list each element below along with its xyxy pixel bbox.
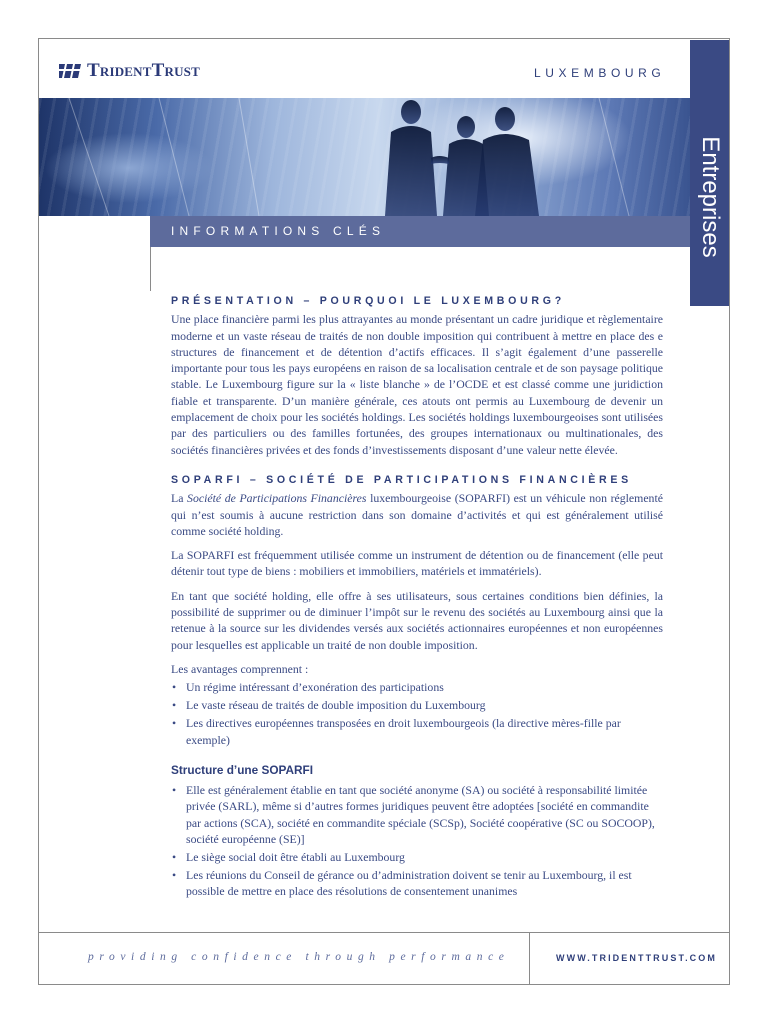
advantages-intro: Les avantages comprennent : [171, 661, 309, 676]
footer-separator [529, 932, 530, 985]
footer-website-link[interactable]: WWW.TRIDENTTRUST.COM [556, 953, 717, 963]
soparfi-paragraph-3: En tant que société holding, elle offre à ses utilisateurs, sous certaines conditions bien définies, la possibilité de supprimer ou de diminuer l’impôt sur le revenu des sociétés au Luxembourg ainsi que la retenue à la source sur les dividendes versés aux sociétés actionnaires européennes et non européennes pour lesquelles est applicable un traité de non double imposition. [171, 588, 663, 652]
logo [59, 60, 200, 82]
soparfi-p1-prefix: La [171, 491, 188, 506]
list-item: • Le siège social doit être établi au Luxembourg [171, 849, 663, 865]
advantages-list [171, 679, 663, 748]
divider-vertical [150, 247, 151, 291]
section-title: INFORMATIONS CLÉS [171, 224, 386, 238]
section-title-bar [150, 216, 690, 247]
structure-list [171, 782, 663, 899]
soparfi-p1-italic: Société de Participations Financières [187, 491, 367, 506]
country-label: LUXEMBOURG [534, 66, 666, 80]
main-content [171, 293, 663, 901]
logo-text: TridentTrust [87, 60, 200, 81]
list-item: • Les réunions du Conseil de gérance ou d’administration doivent se tenir au Luxembourg, il est possible de mettre en place des résolutions de consentement unanimes [171, 867, 663, 900]
soparfi-heading: SOPARFI – SOCIÉTÉ DE PARTICIPATIONS FINANCIÈRES [171, 473, 632, 486]
list-item: • Elle est généralement établie en tant que société anonyme (SA) ou société à responsabilité limitée privée (SARL), même si d’autres formes juridiques peuvent être adoptées [société en commandite par actions (SCA), société en commandite spéciale (SCSp), Société coopérative (SC ou SOCOOP), société européenne (SE)] [171, 782, 663, 847]
footer-divider [39, 932, 729, 933]
list-item: • Les directives européennes transposées en droit luxembourgeois (la directive mères-fille par exemple) [171, 715, 663, 748]
business-people-silhouette [39, 98, 690, 216]
footer-tagline: providing confidence through performance [88, 951, 510, 963]
banner-photo [39, 98, 690, 216]
soparfi-paragraph-1 [171, 490, 663, 539]
presentation-heading: PRÉSENTATION – POURQUOI LE LUXEMBOURG? [171, 295, 565, 307]
list-item: • Un régime intéressant d’exonération des participations [171, 679, 663, 695]
side-tab-label: Entreprises [696, 136, 724, 258]
trident-logo-icon [59, 64, 83, 78]
soparfi-p1-suffix: luxembourgeoise (SOPARFI) est un véhicule non réglementé qui n’est soumis à aucune restriction dans son domaine d’activités et qui est généralement utilisé comme société holding. [171, 491, 663, 538]
structure-heading: Structure d’une SOPARFI [171, 762, 314, 777]
soparfi-paragraph-2: La SOPARFI est fréquemment utilisée comme un instrument de détention ou de financement (elle peut détenir tout type de biens : mobiliers et immobiliers, matériels et immatériels). [171, 548, 663, 579]
list-item: • Le vaste réseau de traités de double imposition du Luxembourg [171, 697, 663, 713]
presentation-body: Une place financière parmi les plus attrayantes au monde présentant un cadre juridique et règlementaire moderne et un vaste réseau de traités de non double imposition qui contribuent à mettre en place des e structures de financement et de détention d’actifs efficaces. Il s’agit également d’une passerelle importante pour tous les pays européens en raison de sa localisation centrale et de son paysage politique stable. Le Luxembourg figure sur la « liste blanche » de l’OCDE et est classé comme une juridiction fiable et transparente. D’un manière générale, ces atouts ont permis au Luxembourg de devenir un emplacement de choix pour les sociétés holdings. Les sociétés holdings luxembourgeoises sont utilisées par des particuliers ou des familles fortunées, des groupes internationaux ou multinationales, des sociétés financières privées et des fonds d’investissements disposant d’une valeur nette élevée. [171, 312, 663, 457]
side-tab [690, 40, 729, 306]
